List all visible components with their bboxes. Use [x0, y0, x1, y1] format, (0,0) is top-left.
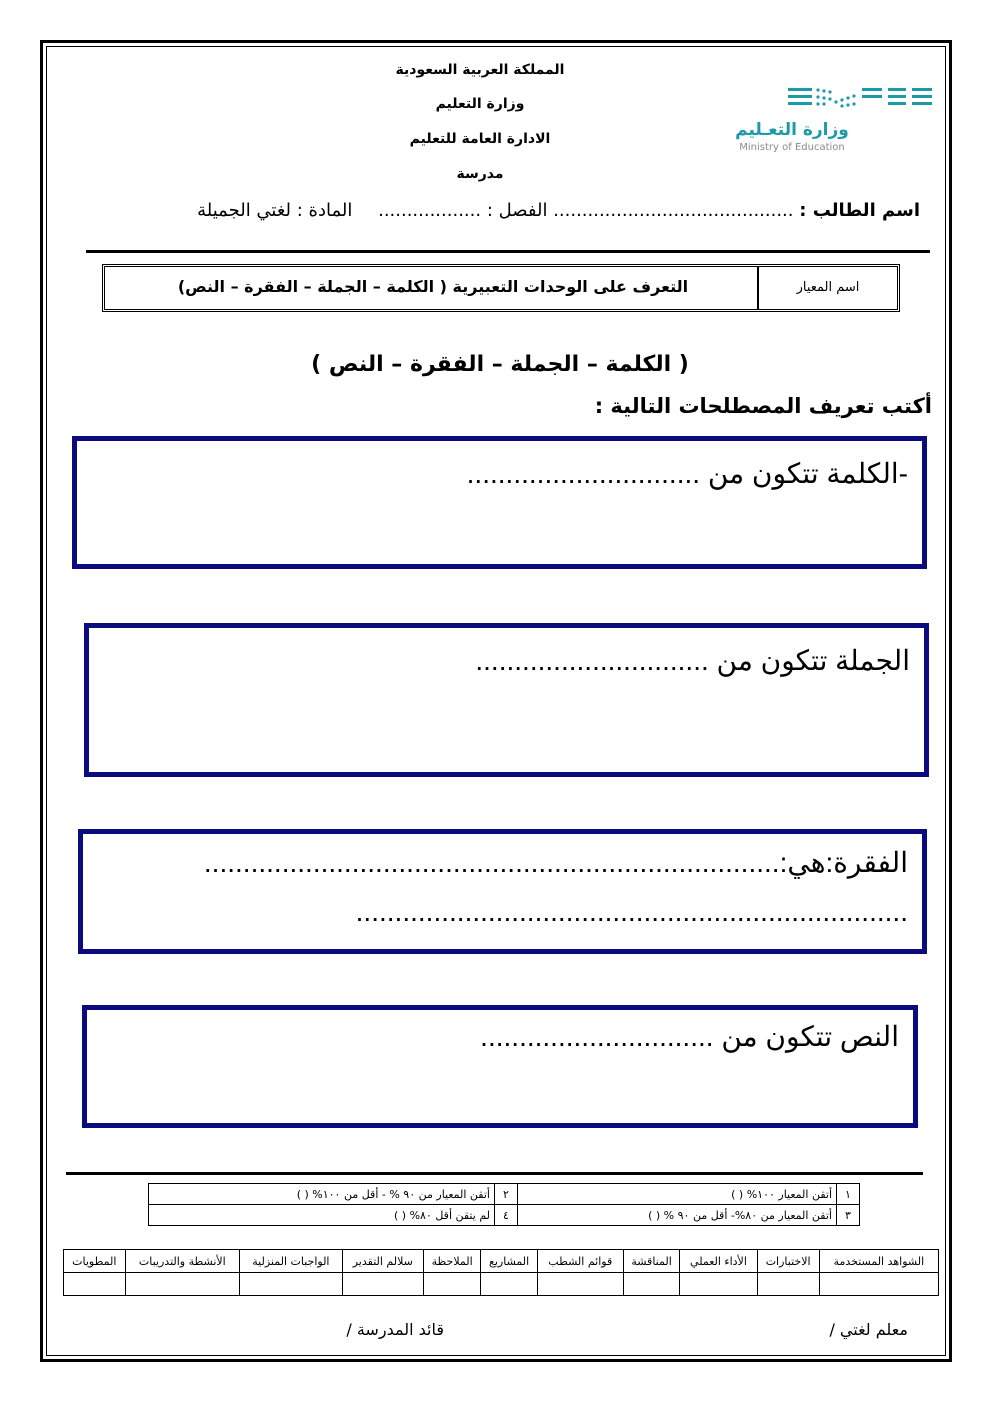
answer-box-word[interactable] — [72, 436, 927, 569]
evidence-header: الأداء العملي — [680, 1250, 757, 1273]
answer-box-word-text: الكلمة تتكون من .............................. — [466, 458, 899, 489]
evidence-header: سلالم التقدير — [342, 1250, 423, 1273]
evidence-header: المناقشة — [623, 1250, 680, 1273]
table-row — [149, 1184, 860, 1205]
evidence-cell[interactable] — [125, 1273, 240, 1296]
student-name-dots[interactable]: .......................................... — [553, 200, 794, 221]
footer-divider — [66, 1172, 923, 1175]
evidence-cell[interactable] — [342, 1273, 423, 1296]
evidence-cell[interactable] — [757, 1273, 819, 1296]
answer-box-sentence[interactable] — [84, 623, 929, 777]
ministry-logo — [712, 82, 938, 162]
header-divider — [86, 250, 930, 253]
evidence-cell[interactable] — [623, 1273, 680, 1296]
table-row — [64, 1250, 939, 1273]
evidence-cell[interactable] — [537, 1273, 623, 1296]
scale-number: ٤ — [495, 1205, 518, 1226]
scale-number: ٢ — [495, 1184, 518, 1205]
evidence-header: قوائم الشطب — [537, 1250, 623, 1273]
evidence-cell[interactable] — [481, 1273, 537, 1296]
evidence-header: الشواهد المستخدمة — [819, 1250, 938, 1273]
scale-number: ٣ — [837, 1205, 860, 1226]
instruction-text: أكتب تعريف المصطلحات التالية : — [594, 394, 932, 418]
mastery-scale-table — [148, 1183, 860, 1226]
table-row — [149, 1205, 860, 1226]
evidence-header: الاختبارات — [757, 1250, 819, 1273]
evidence-header: الملاحظة — [423, 1250, 480, 1273]
answer-box-paragraph-line2: ....................................................................... — [355, 896, 908, 927]
scale-text: أتقن المعيار من ٨٠%- أقل من ٩٠ % ( ) — [518, 1205, 837, 1226]
evidence-cell[interactable] — [240, 1273, 343, 1296]
logo-arabic-text: وزارة التعـليم — [735, 120, 849, 140]
evidence-header: المشاريع — [481, 1250, 537, 1273]
student-info-row — [80, 200, 920, 232]
scale-number: ١ — [837, 1184, 860, 1205]
answer-box-word-prefix: - — [898, 458, 908, 489]
principal-signature: قائد المدرسة / — [346, 1320, 444, 1339]
teacher-signature: معلم لغتي / — [829, 1320, 908, 1339]
header-ministry: وزارة التعليم — [435, 96, 525, 112]
header-school: مدرسة — [456, 166, 504, 182]
criterion-box — [102, 264, 900, 312]
table-row — [64, 1273, 939, 1296]
answer-box-paragraph-line1: الفقرة:هي:.......................................................................... — [203, 847, 908, 878]
evidence-table — [63, 1249, 939, 1296]
evidence-cell[interactable] — [64, 1273, 126, 1296]
evidence-header: الأنشطة والتدريبات — [125, 1250, 240, 1273]
class-dots[interactable]: .................. — [378, 200, 482, 221]
answer-box-sentence-text: الجملة تتكون من .............................. — [475, 645, 910, 676]
subject-label: المادة : لغتي الجميلة — [197, 200, 353, 221]
answer-box-word-prompt — [467, 457, 908, 490]
evidence-cell[interactable] — [819, 1273, 938, 1296]
logo-english-text: Ministry of Education — [739, 142, 845, 153]
answer-box-text-text: النص تتكون من .............................. — [480, 1021, 899, 1052]
criterion-title: التعرف على الوحدات التعبيرية ( الكلمة – الجملة – الفقرة – النص) — [177, 277, 689, 296]
scale-text: لم يتقن أقل ٨٠% ( ) — [149, 1205, 495, 1226]
scale-text: أتقن المعيار ١٠٠% ( ) — [518, 1184, 837, 1205]
class-label: الفصل : — [486, 200, 548, 221]
header-administration: الادارة العامة للتعليم — [409, 131, 551, 147]
evidence-cell[interactable] — [680, 1273, 757, 1296]
evidence-header: المطويات — [64, 1250, 126, 1273]
header-kingdom: المملكة العربية السعودية — [395, 62, 565, 78]
student-name-label: اسم الطالب : — [799, 200, 920, 221]
main-title: ( الكلمة – الجملة – الفقرة – النص ) — [311, 352, 689, 377]
answer-box-paragraph[interactable] — [78, 829, 927, 954]
evidence-header: الواجبات المنزلية — [240, 1250, 343, 1273]
evidence-cell[interactable] — [423, 1273, 480, 1296]
answer-box-text[interactable] — [82, 1005, 918, 1128]
scale-text: أتقن المعيار من ٩٠ % - أقل من ١٠٠% ( ) — [149, 1184, 495, 1205]
criterion-label: اسم المعيار — [757, 267, 897, 309]
